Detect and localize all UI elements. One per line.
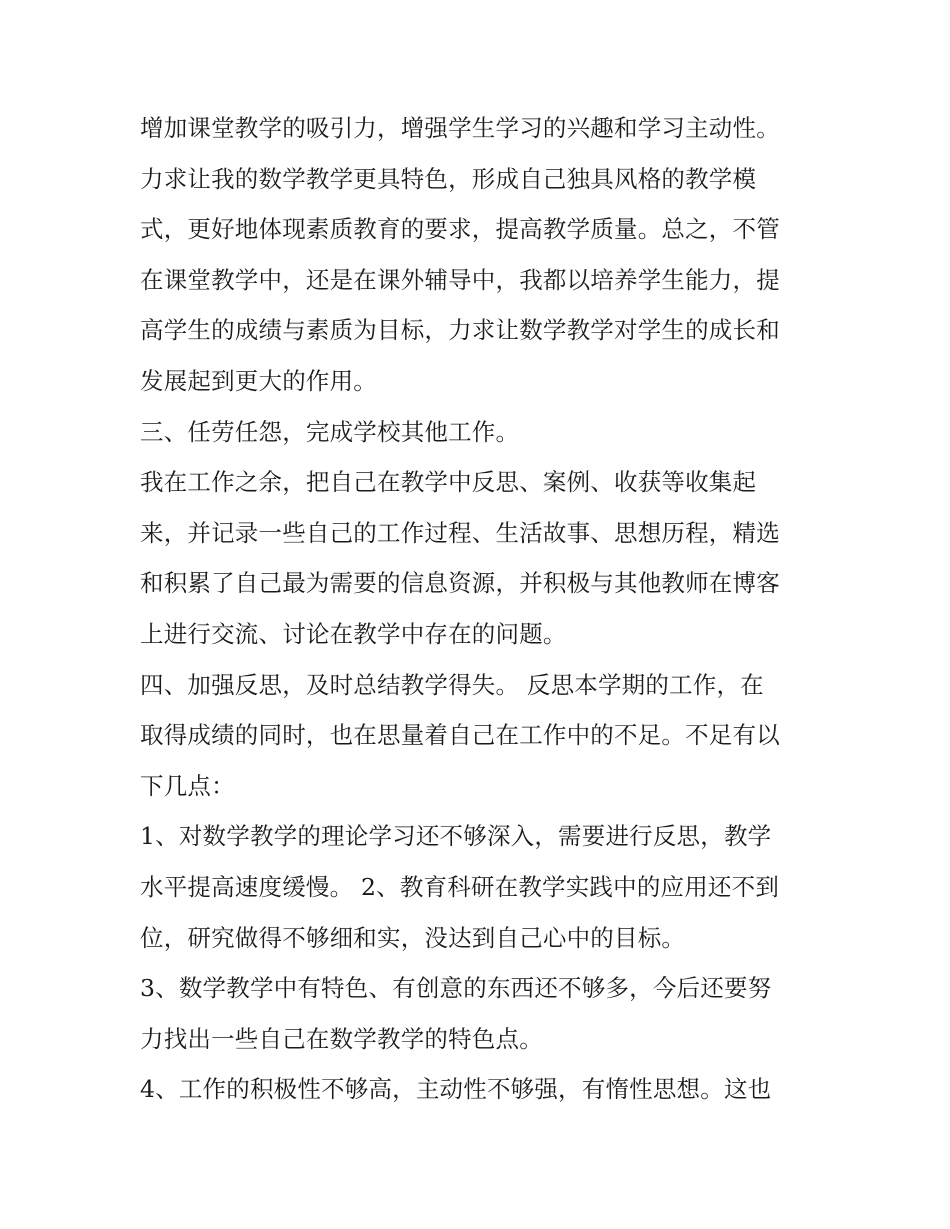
list-item: 1、对数学教学的理论学习还不够深入，需要进行反思，教学 [140, 822, 772, 851]
text-line: 来，并记录一些自己的工作过程、生活故事、思想历程，精选 [140, 518, 780, 547]
text-line: 式，更好地体现素质教育的要求，提高教学质量。总之，不管 [140, 215, 780, 244]
text-line: 高学生的成绩与素质为目标，力求让数学教学对学生的成长和 [140, 316, 780, 345]
list-item: 力找出一些自己在数学教学的特色点。 [140, 1024, 543, 1053]
text-line: 下几点： [140, 771, 235, 800]
text-line: 发展起到更大的作用。 [140, 366, 377, 395]
text-line: 增加课堂教学的吸引力，增强学生学习的兴趣和学习主动性。 [140, 114, 780, 142]
text-line: 在课堂教学中，还是在课外辅导中，我都以培养学生能力，提 [140, 265, 780, 294]
section-heading: 四、加强反思，及时总结教学得失。 反思本学期的工作，在 [140, 670, 764, 699]
list-item: 位，研究做得不够细和实，没达到自己心中的目标。 [140, 923, 686, 952]
text-line: 上进行交流、讨论在教学中存在的问题。 [140, 619, 567, 648]
section-heading: 三、任劳任怨，完成学校其他工作。 [140, 417, 520, 446]
list-item: 水平提高速度缓慢。 2、教育科研在教学实践中的应用还不到 [140, 872, 780, 901]
text-line: 和积累了自己最为需要的信息资源，并积极与其他教师在博客 [140, 569, 780, 598]
text-line: 取得成绩的同时，也在思量着自己在工作中的不足。不足有以 [140, 721, 780, 750]
document-body [140, 103, 820, 1115]
list-item: 4、工作的积极性不够高，主动性不够强，有惰性思想。这也 [140, 1075, 772, 1104]
text-line: 力求让我的数学教学更具特色，形成自己独具风格的教学模 [140, 164, 757, 193]
text-line: 我在工作之余，把自己在教学中反思、案例、收获等收集起 [140, 468, 757, 497]
list-item: 3、数学教学中有特色、有创意的东西还不够多，今后还要努 [140, 974, 772, 1003]
